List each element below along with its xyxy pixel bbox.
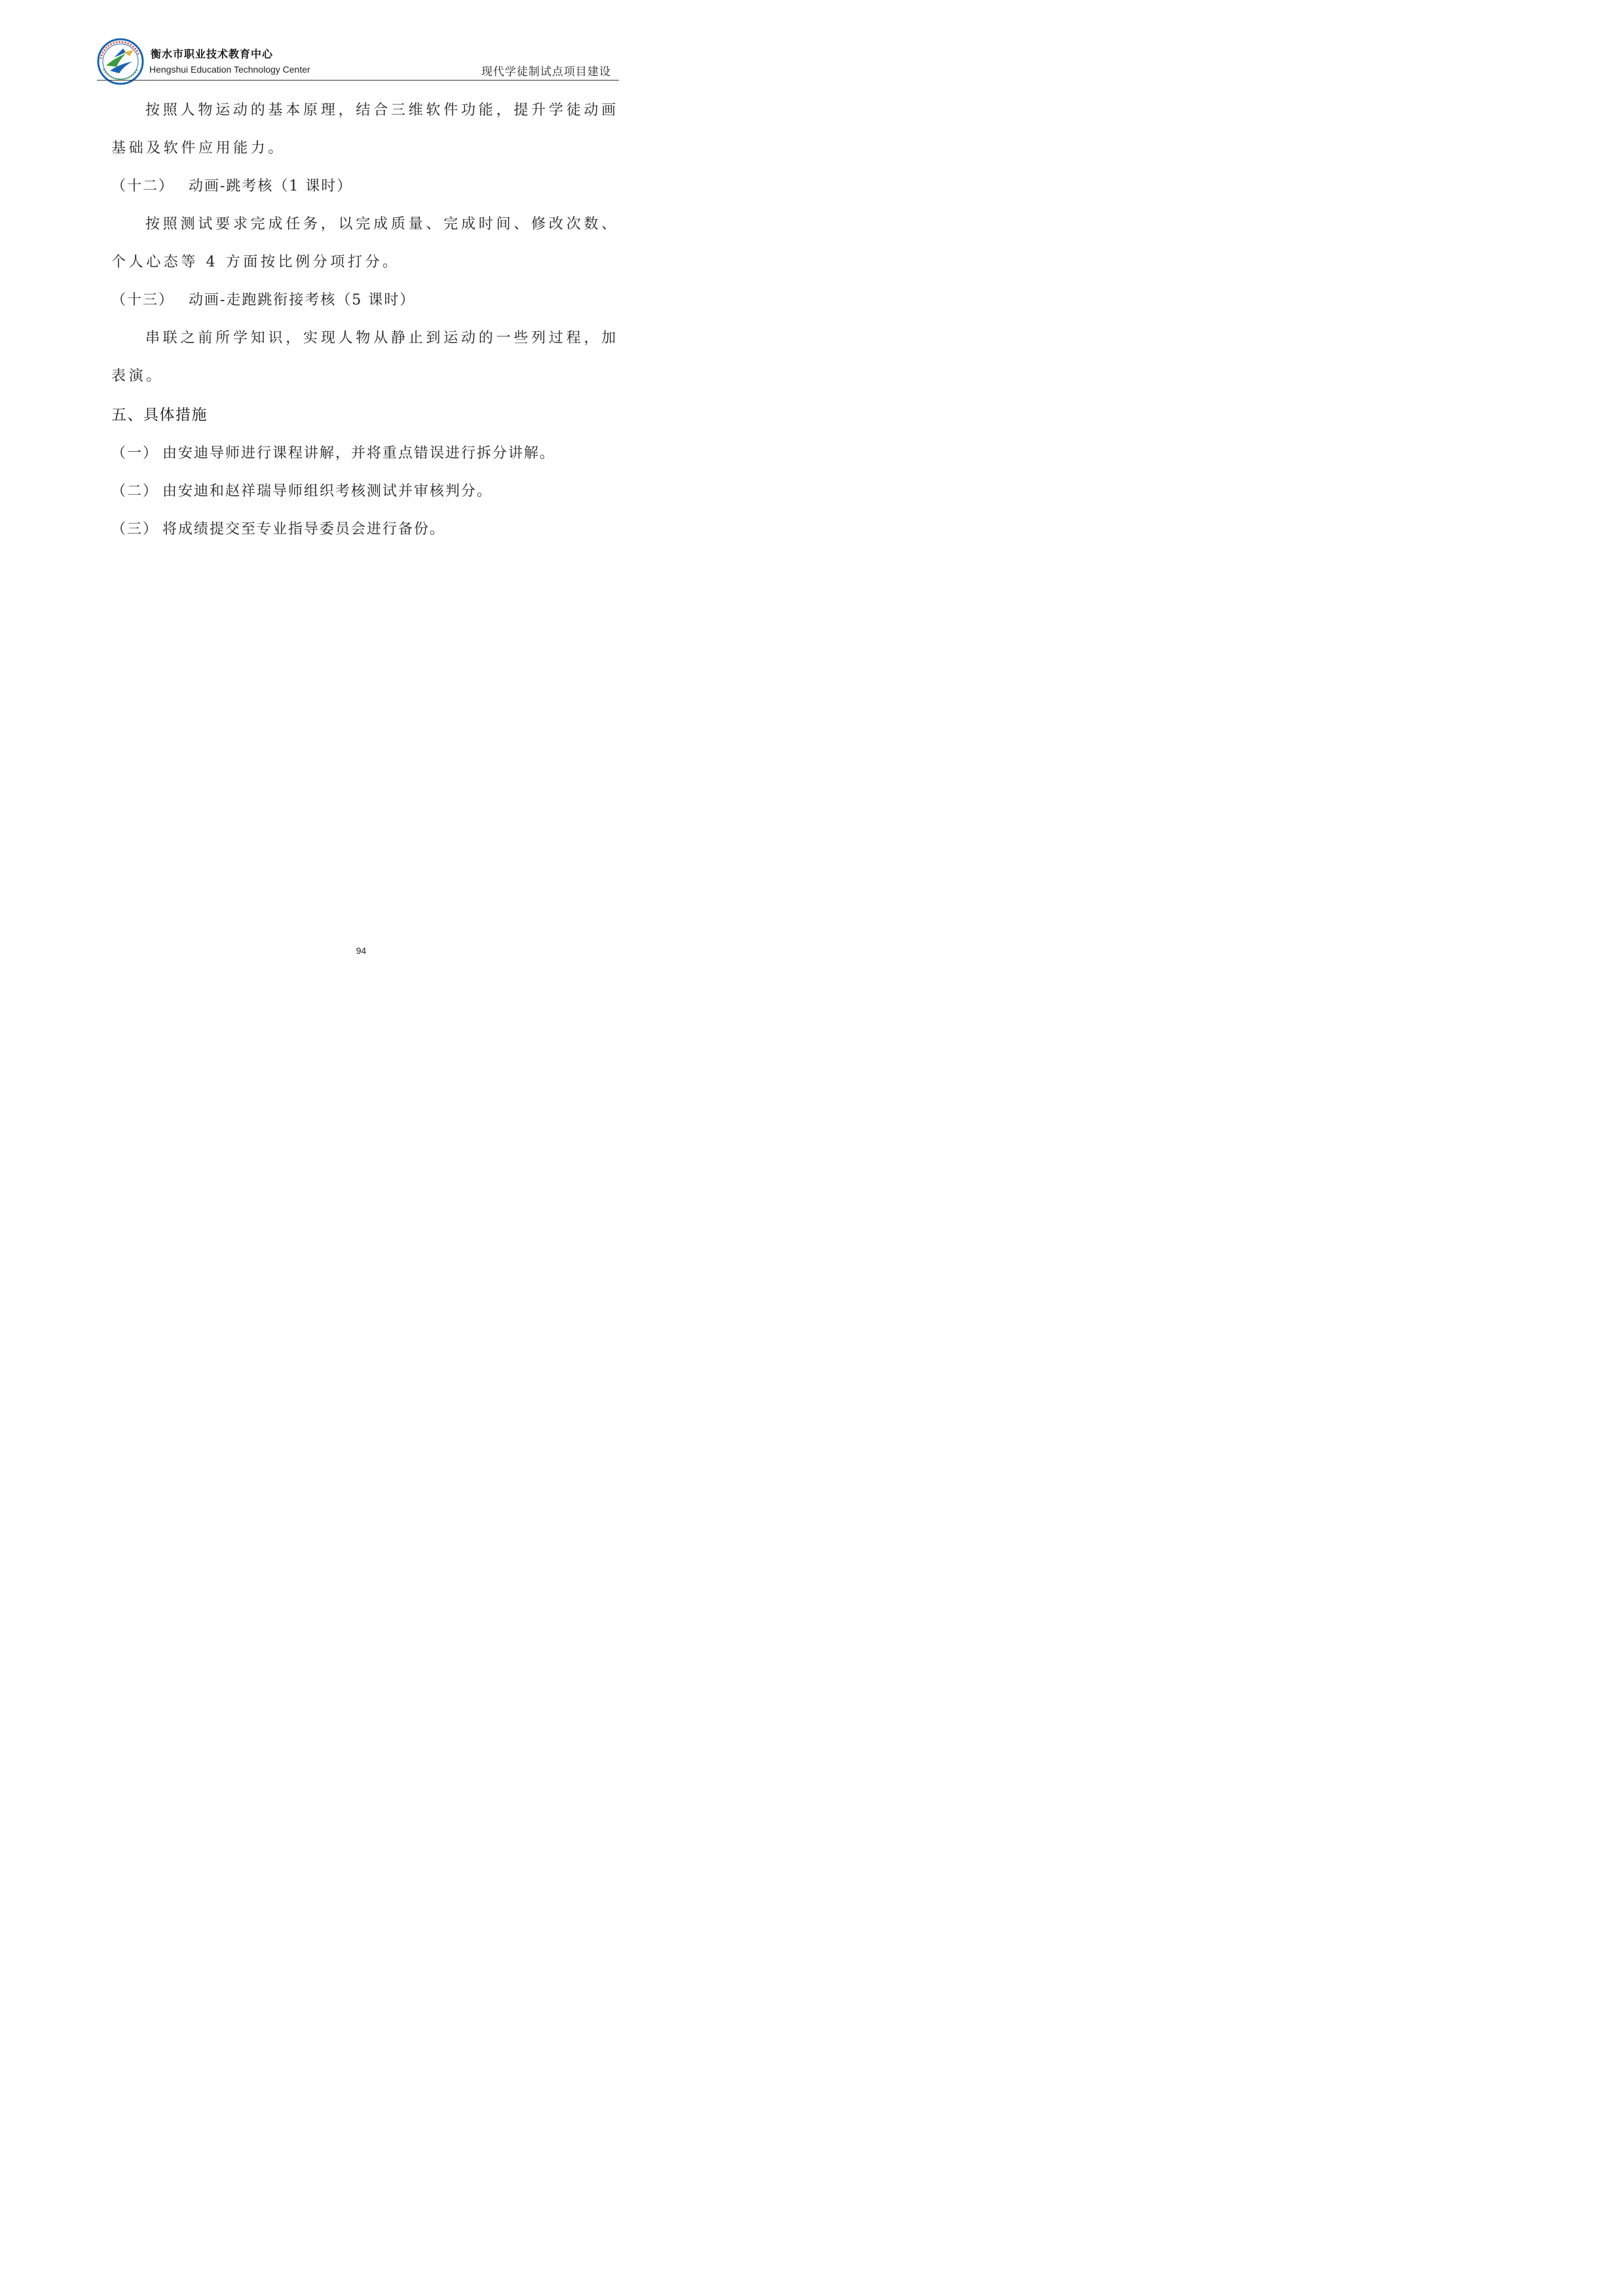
measure-item — [111, 435, 619, 473]
item-title: 动画-跳考核（1 课时） — [189, 178, 353, 194]
page-body — [111, 92, 619, 549]
item-heading — [111, 168, 619, 206]
page-header — [97, 37, 619, 80]
measure-item — [111, 473, 619, 511]
item-description: 按照测试要求完成任务，以完成质量、完成时间、修改次数、个人心态等 4 方面按比例分项打分。 — [111, 216, 619, 270]
measure-number: （三） — [111, 521, 159, 538]
item-description: 串联之前所学知识，实现人物从静止到运动的一些列过程，加表演。 — [111, 330, 619, 384]
item-heading — [111, 282, 619, 319]
item-number: （十三） — [111, 292, 175, 308]
page-number: 94 — [356, 945, 367, 956]
item-number: （十二） — [111, 178, 175, 194]
header-divider — [97, 80, 619, 81]
item-title: 动画-走跑跳衔接考核（5 课时） — [189, 292, 416, 308]
measure-number: （二） — [111, 483, 159, 500]
section-heading: 五、具体措施 — [111, 407, 208, 424]
org-name-en: Hengshui Education Technology Center — [149, 64, 310, 75]
measure-text: 将成绩提交至专业指导委员会进行备份。 — [162, 521, 446, 538]
measure-text: 由安迪和赵祥瑞导师组织考核测试并审核判分。 — [162, 483, 493, 500]
measure-number: （一） — [111, 445, 159, 462]
school-emblem-icon — [97, 38, 144, 85]
measure-text: 由安迪导师进行课程讲解，并将重点错误进行拆分讲解。 — [162, 445, 556, 462]
document-title: 现代学徒制试点项目建设 — [481, 65, 611, 79]
org-name-cn: 衡水市职业技术教育中心 — [151, 48, 274, 60]
intro-paragraph: 按照人物运动的基本原理，结合三维软件功能，提升学徒动画基础及软件应用能力。 — [111, 102, 619, 156]
measure-item — [111, 511, 619, 549]
